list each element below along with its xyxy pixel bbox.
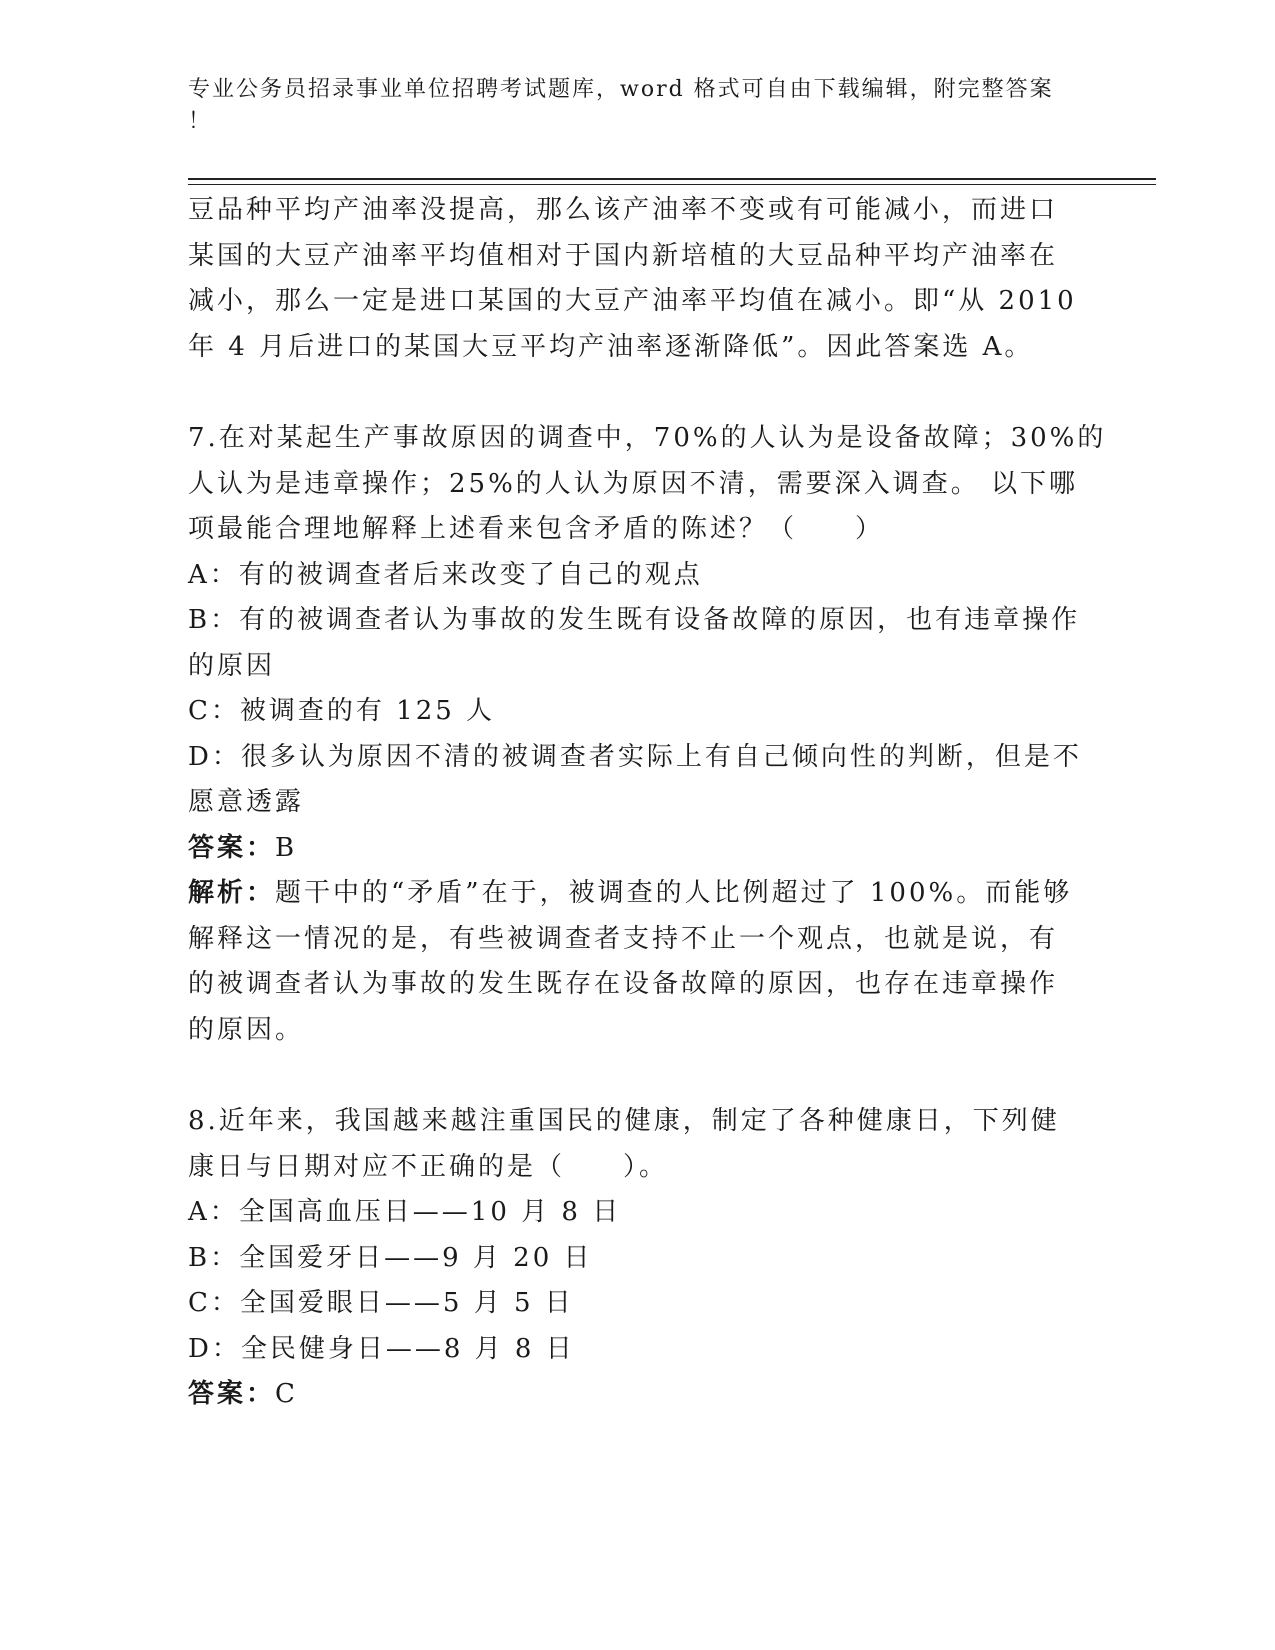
page-header bbox=[188, 74, 1068, 138]
question-7-option-b: 的原因 bbox=[188, 650, 276, 681]
question-8-answer bbox=[188, 1372, 1072, 1418]
header-line-2: ！ bbox=[188, 109, 213, 134]
answer-label: 答案： bbox=[188, 1379, 276, 1409]
document-body bbox=[188, 188, 1107, 1418]
question-7-analysis: 解释这一情况的是，有些被调查者支持不止一个观点，也就是说，有 bbox=[188, 923, 1059, 954]
question-8-stem: 8.近年来，我国越来越注重国民的健康，制定了各种健康日，下列健 bbox=[188, 1106, 1060, 1136]
question-7-stem: 项最能合理地解释上述看来包含矛盾的陈述？（ ） bbox=[188, 514, 885, 544]
question-7-answer bbox=[188, 826, 1072, 872]
analysis-text: 题干中的“矛盾”在于，被调查的人比例超过了 100%。而能够 bbox=[275, 878, 1073, 908]
question-7-stem: 7.在对某起生产事故原因的调查中，70%的人认为是设备故障；30%的 bbox=[188, 423, 1107, 453]
previous-analysis-continuation bbox=[188, 188, 1077, 370]
question-8-stem: 康日与日期对应不正确的是（ ）。 bbox=[188, 1151, 669, 1182]
continuation-line: 豆品种平均产油率没提高，那么该产油率不变或有可能减小，而进口 bbox=[188, 195, 1059, 225]
header-line-1: 专业公务员招录事业单位招聘考试题库，word 格式可自由下载编辑，附完整答案 bbox=[188, 77, 1054, 102]
question-8-option-b: B：全国爱牙日——9 月 20 日 bbox=[188, 1242, 593, 1273]
question-7-option-a: A：有的被调查者后来改变了自己的观点 bbox=[188, 559, 703, 590]
question-7-analysis: 的被调查者认为事故的发生既存在设备故障的原因，也存在违章操作 bbox=[188, 969, 1059, 999]
continuation-line: 年 4 月后进口的某国大豆平均产油率逐渐降低”。因此答案选 A。 bbox=[188, 331, 1034, 362]
question-7-option-c: C：被调查的有 125 人 bbox=[188, 696, 496, 726]
answer-value: C bbox=[275, 1379, 298, 1409]
question-8-option-d: D：全民健身日——8 月 8 日 bbox=[188, 1333, 575, 1364]
question-7-analysis: 的原因。 bbox=[188, 1014, 305, 1045]
question-7-option-d: D：很多认为原因不清的被调查者实际上有自己倾向性的判断，但是不 bbox=[188, 741, 1082, 772]
answer-value: B bbox=[275, 832, 298, 863]
question-7-stem: 人认为是违章操作；25%的人认为原因不清，需要深入调查。 以下哪 bbox=[188, 468, 1079, 499]
continuation-line: 减小，那么一定是进口某国的大豆产油率平均值在减小。即“从 2010 bbox=[188, 286, 1077, 316]
header-divider-thin bbox=[188, 184, 1156, 185]
spacer bbox=[188, 1053, 1072, 1099]
header-divider-thick bbox=[188, 178, 1156, 180]
analysis-label: 解析： bbox=[188, 878, 276, 908]
continuation-line: 某国的大豆产油率平均值相对于国内新培植的大豆品种平均产油率在 bbox=[188, 240, 1059, 271]
question-8 bbox=[188, 1099, 1072, 1418]
question-8-option-a: A：全国高血压日——10 月 8 日 bbox=[188, 1197, 622, 1227]
answer-label: 答案： bbox=[188, 832, 276, 863]
spacer bbox=[188, 370, 1072, 416]
question-7-option-d: 愿意透露 bbox=[188, 787, 305, 817]
question-7-analysis bbox=[188, 871, 1072, 917]
question-7-option-b: B：有的被调查者认为事故的发生既有设备故障的原因，也有违章操作 bbox=[188, 605, 1081, 635]
question-8-option-c: C：全国爱眼日——5 月 5 日 bbox=[188, 1288, 574, 1318]
question-7 bbox=[188, 416, 1107, 1053]
